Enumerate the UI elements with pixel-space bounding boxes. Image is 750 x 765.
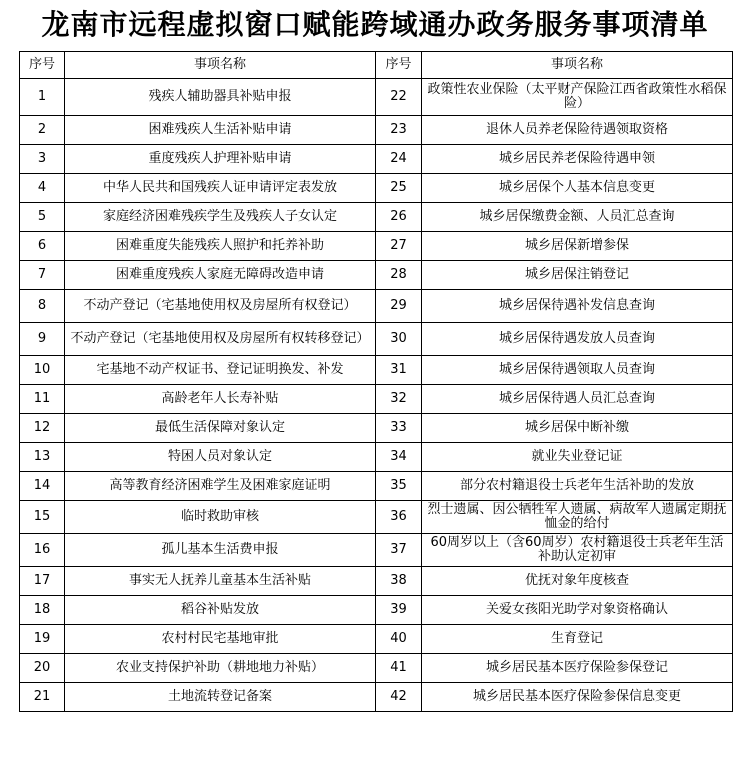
item-name-right: 就业失业登记证 <box>422 443 733 472</box>
row-number-right: 38 <box>376 567 422 596</box>
row-number-left: 20 <box>20 654 65 683</box>
table-row <box>20 501 733 534</box>
page-title: 龙南市远程虚拟窗口赋能跨域通办政务服务事项清单 <box>41 8 709 41</box>
table-row <box>20 145 733 174</box>
row-number-left: 17 <box>20 567 65 596</box>
row-number-right: 27 <box>376 232 422 261</box>
row-number-right: 35 <box>376 472 422 501</box>
row-number-left: 1 <box>20 79 65 116</box>
item-name-right: 城乡居民基本医疗保险参保登记 <box>422 654 733 683</box>
service-table <box>19 51 733 712</box>
row-number-left: 13 <box>20 443 65 472</box>
row-number-left: 15 <box>20 501 65 534</box>
row-number-left: 10 <box>20 356 65 385</box>
row-number-right: 32 <box>376 385 422 414</box>
item-name-right: 城乡居保缴费金额、人员汇总查询 <box>422 203 733 232</box>
row-number-right: 41 <box>376 654 422 683</box>
row-number-right: 24 <box>376 145 422 174</box>
item-name-left: 不动产登记（宅基地使用权及房屋所有权转移登记） <box>65 323 376 356</box>
row-number-left: 4 <box>20 174 65 203</box>
item-name-left: 宅基地不动产权证书、登记证明换发、补发 <box>65 356 376 385</box>
item-name-left: 临时救助审核 <box>65 501 376 534</box>
item-name-left: 不动产登记（宅基地使用权及房屋所有权登记） <box>65 290 376 323</box>
row-number-left: 3 <box>20 145 65 174</box>
item-name-left: 重度残疾人护理补贴申请 <box>65 145 376 174</box>
table-row <box>20 116 733 145</box>
table-row <box>20 534 733 567</box>
item-name-left: 高等教育经济困难学生及困难家庭证明 <box>65 472 376 501</box>
item-name-right: 城乡居保待遇补发信息查询 <box>422 290 733 323</box>
item-name-left: 高龄老年人长寿补贴 <box>65 385 376 414</box>
row-number-right: 39 <box>376 596 422 625</box>
table-row <box>20 654 733 683</box>
row-number-right: 31 <box>376 356 422 385</box>
item-name-left: 稻谷补贴发放 <box>65 596 376 625</box>
item-name-left: 孤儿基本生活费申报 <box>65 534 376 567</box>
item-name-right: 城乡居保待遇领取人员查询 <box>422 356 733 385</box>
item-name-left: 困难残疾人生活补贴申请 <box>65 116 376 145</box>
row-number-right: 25 <box>376 174 422 203</box>
item-name-left: 特困人员对象认定 <box>65 443 376 472</box>
item-name-right: 60周岁以上（含60周岁）农村籍退役士兵老年生活补助认定初审 <box>422 534 733 567</box>
item-name-left: 农村村民宅基地审批 <box>65 625 376 654</box>
row-number-right: 36 <box>376 501 422 534</box>
table-row <box>20 232 733 261</box>
table-row <box>20 261 733 290</box>
item-name-left: 土地流转登记备案 <box>65 683 376 712</box>
row-number-left: 6 <box>20 232 65 261</box>
row-number-left: 9 <box>20 323 65 356</box>
row-number-right: 42 <box>376 683 422 712</box>
row-number-left: 2 <box>20 116 65 145</box>
item-name-right: 关爱女孩阳光助学对象资格确认 <box>422 596 733 625</box>
row-number-right: 28 <box>376 261 422 290</box>
row-number-left: 14 <box>20 472 65 501</box>
item-name-left: 最低生活保障对象认定 <box>65 414 376 443</box>
item-name-right: 城乡居保中断补缴 <box>422 414 733 443</box>
item-name-right: 部分农村籍退役士兵老年生活补助的发放 <box>422 472 733 501</box>
item-name-left: 家庭经济困难残疾学生及残疾人子女认定 <box>65 203 376 232</box>
row-number-right: 33 <box>376 414 422 443</box>
item-name-right: 城乡居保个人基本信息变更 <box>422 174 733 203</box>
row-number-right: 22 <box>376 79 422 116</box>
row-number-left: 21 <box>20 683 65 712</box>
row-number-left: 18 <box>20 596 65 625</box>
table-row <box>20 290 733 323</box>
table-row <box>20 443 733 472</box>
row-number-right: 40 <box>376 625 422 654</box>
row-number-right: 34 <box>376 443 422 472</box>
row-number-right: 23 <box>376 116 422 145</box>
item-name-right: 优抚对象年度核查 <box>422 567 733 596</box>
row-number-right: 37 <box>376 534 422 567</box>
item-name-right: 烈士遗属、因公牺牲军人遗属、病故军人遗属定期抚恤金的给付 <box>422 501 733 534</box>
row-number-left: 8 <box>20 290 65 323</box>
item-name-left: 农业支持保护补助（耕地地力补贴） <box>65 654 376 683</box>
table-row <box>20 596 733 625</box>
header-row <box>20 52 733 79</box>
row-number-right: 30 <box>376 323 422 356</box>
table-row <box>20 323 733 356</box>
row-number-right: 26 <box>376 203 422 232</box>
item-name-right: 城乡居保新增参保 <box>422 232 733 261</box>
header-name-right: 事项名称 <box>422 52 733 79</box>
row-number-left: 19 <box>20 625 65 654</box>
item-name-right: 城乡居保注销登记 <box>422 261 733 290</box>
item-name-right: 城乡居保待遇人员汇总查询 <box>422 385 733 414</box>
item-name-left: 困难重度失能残疾人照护和托养补助 <box>65 232 376 261</box>
item-name-right: 退休人员养老保险待遇领取资格 <box>422 116 733 145</box>
row-number-right: 29 <box>376 290 422 323</box>
header-name-left: 事项名称 <box>65 52 376 79</box>
item-name-right: 生育登记 <box>422 625 733 654</box>
table-row <box>20 174 733 203</box>
item-name-right: 城乡居民养老保险待遇申领 <box>422 145 733 174</box>
table-row <box>20 385 733 414</box>
item-name-left: 残疾人辅助器具补贴申报 <box>65 79 376 116</box>
row-number-left: 12 <box>20 414 65 443</box>
item-name-left: 事实无人抚养儿童基本生活补贴 <box>65 567 376 596</box>
table-row <box>20 79 733 116</box>
item-name-left: 困难重度残疾人家庭无障碍改造申请 <box>65 261 376 290</box>
row-number-left: 16 <box>20 534 65 567</box>
item-name-right: 政策性农业保险（太平财产保险江西省政策性水稻保险） <box>422 79 733 116</box>
item-name-right: 城乡居保待遇发放人员查询 <box>422 323 733 356</box>
table-row <box>20 683 733 712</box>
table-row <box>20 414 733 443</box>
header-no-left: 序号 <box>20 52 65 79</box>
row-number-left: 5 <box>20 203 65 232</box>
item-name-left: 中华人民共和国残疾人证申请评定表发放 <box>65 174 376 203</box>
table-row <box>20 625 733 654</box>
table-row <box>20 472 733 501</box>
item-name-right: 城乡居民基本医疗保险参保信息变更 <box>422 683 733 712</box>
row-number-left: 11 <box>20 385 65 414</box>
table-row <box>20 203 733 232</box>
table-row <box>20 567 733 596</box>
header-no-right: 序号 <box>376 52 422 79</box>
table-row <box>20 356 733 385</box>
row-number-left: 7 <box>20 261 65 290</box>
